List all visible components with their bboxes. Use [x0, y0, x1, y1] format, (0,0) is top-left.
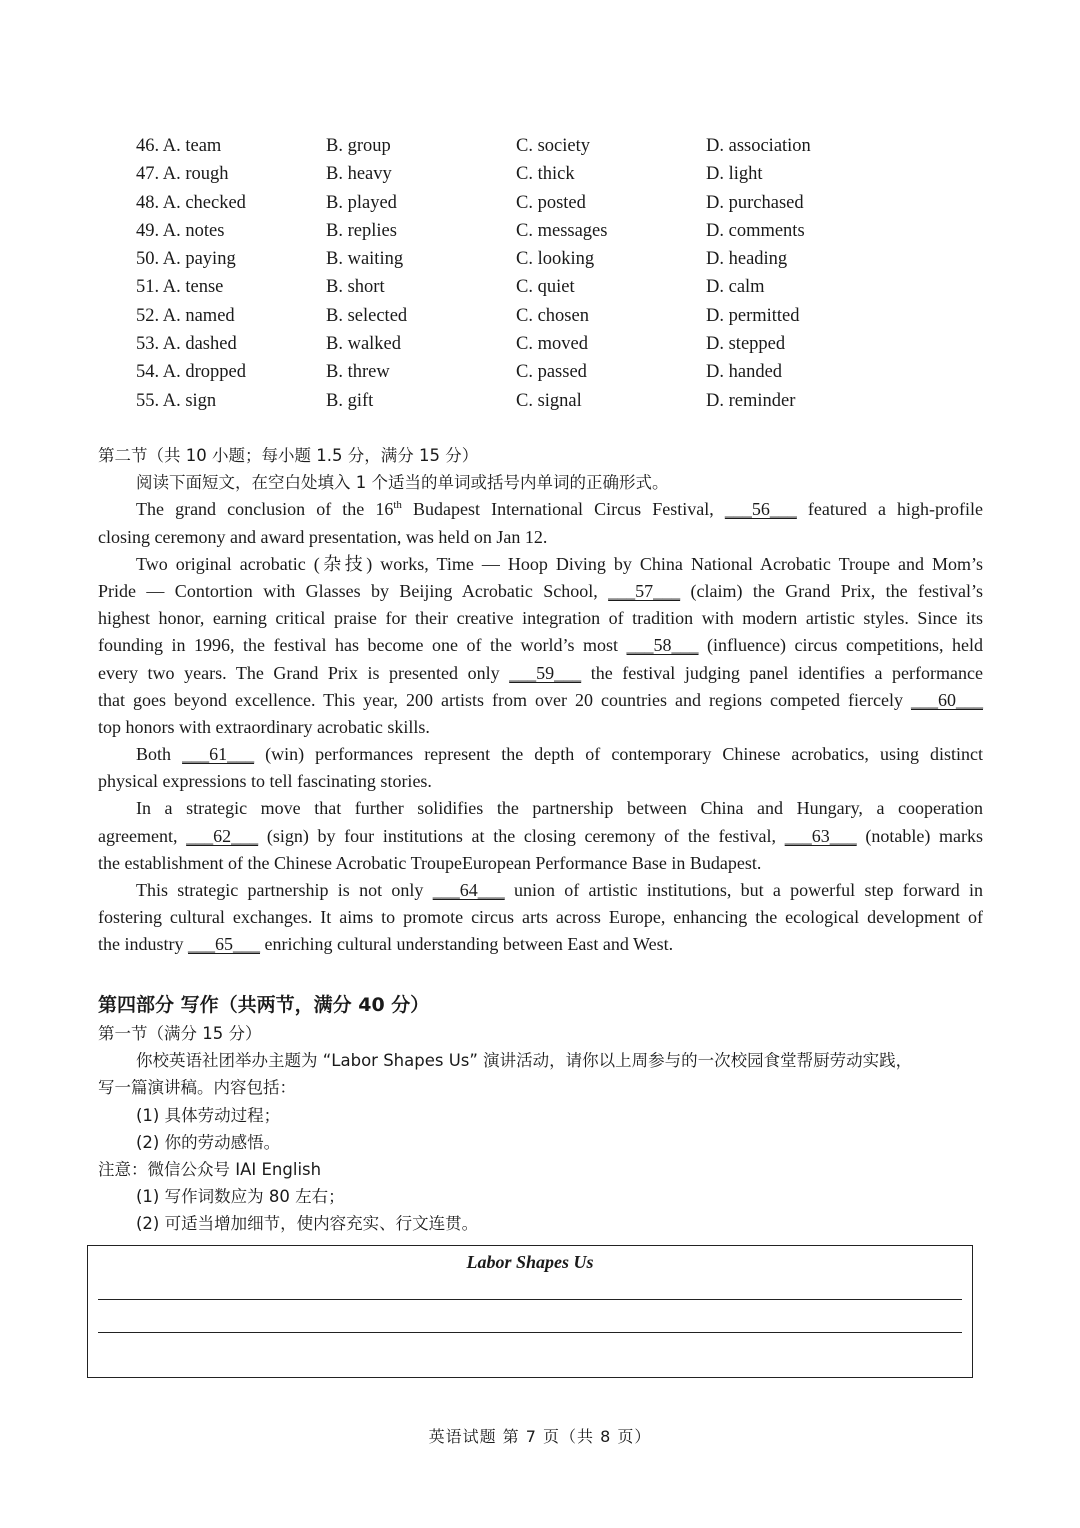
passage-line: every two years. The Grand Prix is presented only ___59___ the festival judging panel identifies a performance: [98, 662, 983, 683]
blank-62[interactable]: ___62___: [186, 825, 259, 846]
blank-65[interactable]: ___65___: [188, 934, 260, 955]
choice-row: 53. A. dashed B. walked C. moved D. stepped: [136, 334, 786, 355]
page-footer: 英语试题 第 7 页（共 8 页）: [428, 1427, 652, 1446]
passage-line: Both ___61___ (win) performances represent the depth of contemporary Chinese acrobatics, using distinct: [136, 744, 984, 765]
passage-line: fostering cultural exchanges. It aims to promote circus arts across Europe, enhancing the ecological development of: [98, 907, 983, 928]
passage-line: top honors with extraordinary acrobatic skills.: [98, 716, 430, 737]
writing-answer-box[interactable]: [87, 1245, 973, 1378]
passage-line: physical expressions to tell fascinating stories.: [98, 771, 432, 792]
note-item: (2) 可适当增加细节，使内容充实、行文连贯。: [136, 1214, 479, 1234]
choice-table: [136, 132, 896, 415]
section-heading: 第一节（满分 15 分）: [98, 1024, 262, 1043]
passage-line: the industry ___65___ enriching cultural understanding between East and West.: [98, 934, 674, 955]
section-2-passage: [98, 442, 983, 959]
passage-line: agreement, ___62___ (sign) by four institutions at the closing ceremony of the festival, ___63___ (notable) marks: [98, 825, 984, 846]
section-instruction: 阅读下面短文，在空白处填入 1 个适当的单词或括号内单词的正确形式。: [136, 473, 669, 493]
choice-row: 47. A. rough B. heavy C. thick D. light: [136, 164, 763, 185]
passage-line: founding in 1996, the festival has become one of the world’s most ___58___ (influence) circus competitions, held: [98, 635, 983, 656]
blank-56[interactable]: ___56___: [724, 499, 797, 520]
passage-line: Two original acrobatic (杂技) works, Time — Hoop Diving by China National Acrobatic Troupe and Mom’s: [136, 553, 983, 574]
choice-row: 55. A. sign B. gift C. signal D. reminder: [136, 390, 796, 411]
blank-61[interactable]: ___61___: [182, 744, 255, 765]
part-title: 第四部分 写作（共两节，满分 40 分）: [98, 994, 430, 1016]
prompt-item: (1) 具体劳动过程；: [136, 1105, 281, 1125]
passage-line: the establishment of the Chinese Acrobatic TroupeEuropean Performance Base in Budapest.: [98, 852, 762, 873]
choice-row: 54. A. dropped B. threw C. passed D. handed: [136, 362, 783, 383]
passage-line: In a strategic move that further solidifies the partnership between China and Hungary, a cooperation: [136, 798, 983, 819]
passage-line: that goes beyond excellence. This year, 200 artists from over 20 countries and regions competed fiercely ___60___: [98, 689, 983, 710]
answer-line[interactable]: [98, 1332, 962, 1333]
choice-row: 46. A. team B. group C. society D. association: [136, 136, 811, 156]
prompt-text: 写一篇演讲稿。内容包括：: [98, 1078, 296, 1098]
choice-row: 49. A. notes B. replies C. messages D. comments: [136, 220, 805, 241]
passage-line: This strategic partnership is not only ___64___ union of artistic institutions, but a powerful step forward in: [136, 880, 983, 900]
blank-64[interactable]: ___64___: [432, 880, 505, 900]
blank-63[interactable]: ___63___: [784, 825, 857, 846]
note-item: (1) 写作词数应为 80 左右；: [136, 1187, 345, 1207]
blank-58[interactable]: ___58___: [626, 635, 699, 656]
answer-line[interactable]: [98, 1299, 962, 1300]
passage-line: highest honor, earning critical praise for their creative integration of tradition with modern artistic styles. Since its: [98, 608, 983, 629]
writing-box-title: Labor Shapes Us: [466, 1252, 594, 1272]
prompt-text: 你校英语社团举办主题为 “Labor Shapes Us” 演讲活动，请你以上周参与的一次校园食堂帮厨劳动实践，: [136, 1051, 913, 1071]
passage-line: Pride — Contortion with Glasses by Beijing Acrobatic School, ___57___ (claim) the Grand Prix, the festival’s: [98, 580, 983, 601]
choice-row: 51. A. tense B. short C. quiet D. calm: [136, 277, 765, 298]
blank-59[interactable]: ___59___: [509, 662, 582, 683]
blank-57[interactable]: ___57___: [608, 580, 681, 601]
passage-line: closing ceremony and award presentation, was held on Jan 12.: [98, 526, 548, 547]
blank-60[interactable]: ___60___: [911, 689, 983, 710]
section-heading: 第二节（共 10 小题；每小题 1.5 分，满分 15 分）: [98, 446, 479, 465]
part-4-writing: [98, 990, 983, 1238]
choice-row: 52. A. named B. selected C. chosen D. permitted: [136, 305, 800, 326]
choice-row: 50. A. paying B. waiting C. looking D. heading: [136, 249, 788, 270]
note-heading: 注意：微信公众号 IAI English: [98, 1159, 322, 1179]
choice-row: 48. A. checked B. played C. posted D. purchased: [136, 192, 804, 213]
prompt-item: (2) 你的劳动感悟。: [136, 1132, 281, 1152]
passage-line: The grand conclusion of the 16th Budapest International Circus Festival, ___56___ featured a high-profile: [136, 499, 984, 520]
